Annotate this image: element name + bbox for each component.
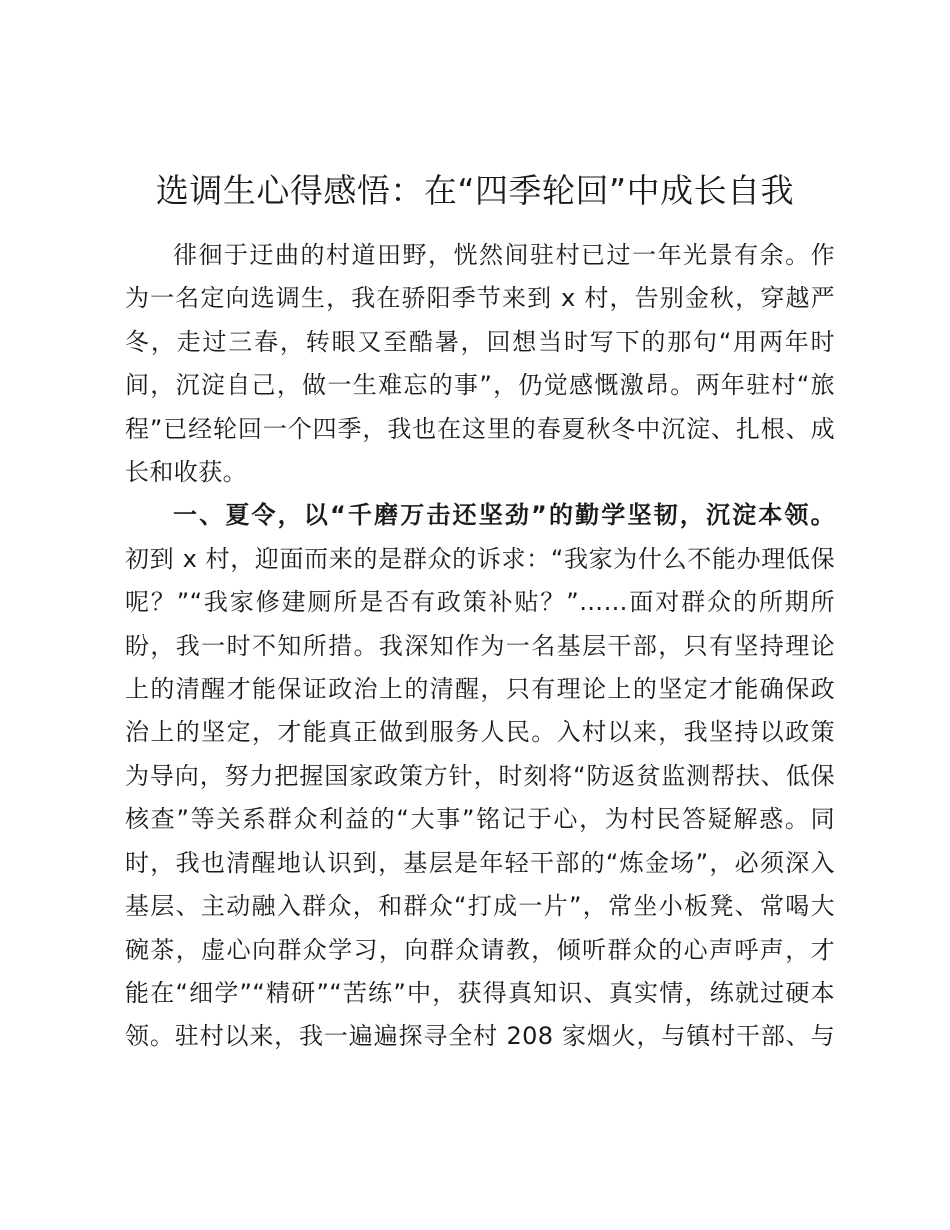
text-line: 治上的坚定，才能真正做到服务人民。入村以来，我坚持以政策 (125, 718, 835, 747)
text-line: 上的清醒才能保证政治上的清醒，只有理论上的坚定才能确保政 (125, 675, 835, 704)
text-line: 盼，我一时不知所措。我深知作为一名基层干部，只有坚持理论 (125, 631, 835, 660)
text-line: 初到 x 村，迎面而来的是群众的诉求：“我家为什么不能办理低保 (125, 544, 835, 573)
section-heading: 一、夏令，以“千磨万击还坚劲”的勤学坚韧，沉淀本领。 (173, 501, 835, 530)
text-line: 长和收获。 (125, 458, 247, 487)
document-title: 选调生心得感悟：在“四季轮回”中成长自我 (155, 171, 795, 210)
paragraph-1 (125, 234, 835, 494)
text-line: 基层、主动融入群众，和群众“打成一片”，常坐小板凳、常喝大 (125, 892, 835, 921)
text-line: 领。驻村以来，我一遍遍探寻全村 208 家烟火，与镇村干部、与 (125, 1022, 835, 1051)
section-heading-line (125, 494, 835, 537)
text-line: 能在“细学”“精研”“苦练”中，获得真知识、真实情，练就过硬本 (125, 978, 835, 1007)
text-line: 核查”等关系群众利益的“大事”铭记于心，为村民答疑解惑。同 (125, 805, 835, 834)
text-line: 间，沉淀自己，做一生难忘的事”，仍觉感慨激昂。两年驻村“旅 (125, 371, 835, 400)
text-line: 呢？”“我家修建厕所是否有政策补贴？”……面对群众的所期所 (125, 588, 835, 617)
text-line: 徘徊于迂曲的村道田野，恍然间驻村已过一年光景有余。作 (173, 241, 835, 269)
paragraph-2 (125, 494, 835, 1058)
text-line: 程”已经轮回一个四季，我也在这里的春夏秋冬中沉淀、扎根、成 (125, 414, 835, 443)
text-line: 时，我也清醒地认识到，基层是年轻干部的“炼金场”，必须深入 (125, 848, 835, 877)
text-line: 碗茶，虚心向群众学习，向群众请教，倾听群众的心声呼声，才 (125, 935, 835, 964)
text-line: 为导向，努力把握国家政策方针，时刻将“防返贫监测帮扶、低保 (125, 761, 835, 790)
text-line: 为一名定向选调生，我在骄阳季节来到 x 村，告别金秋，穿越严 (125, 284, 835, 313)
document-body (125, 234, 835, 1059)
text-line: 冬，走过三春，转眼又至酷暑，回想当时写下的那句“用两年时 (125, 327, 835, 356)
